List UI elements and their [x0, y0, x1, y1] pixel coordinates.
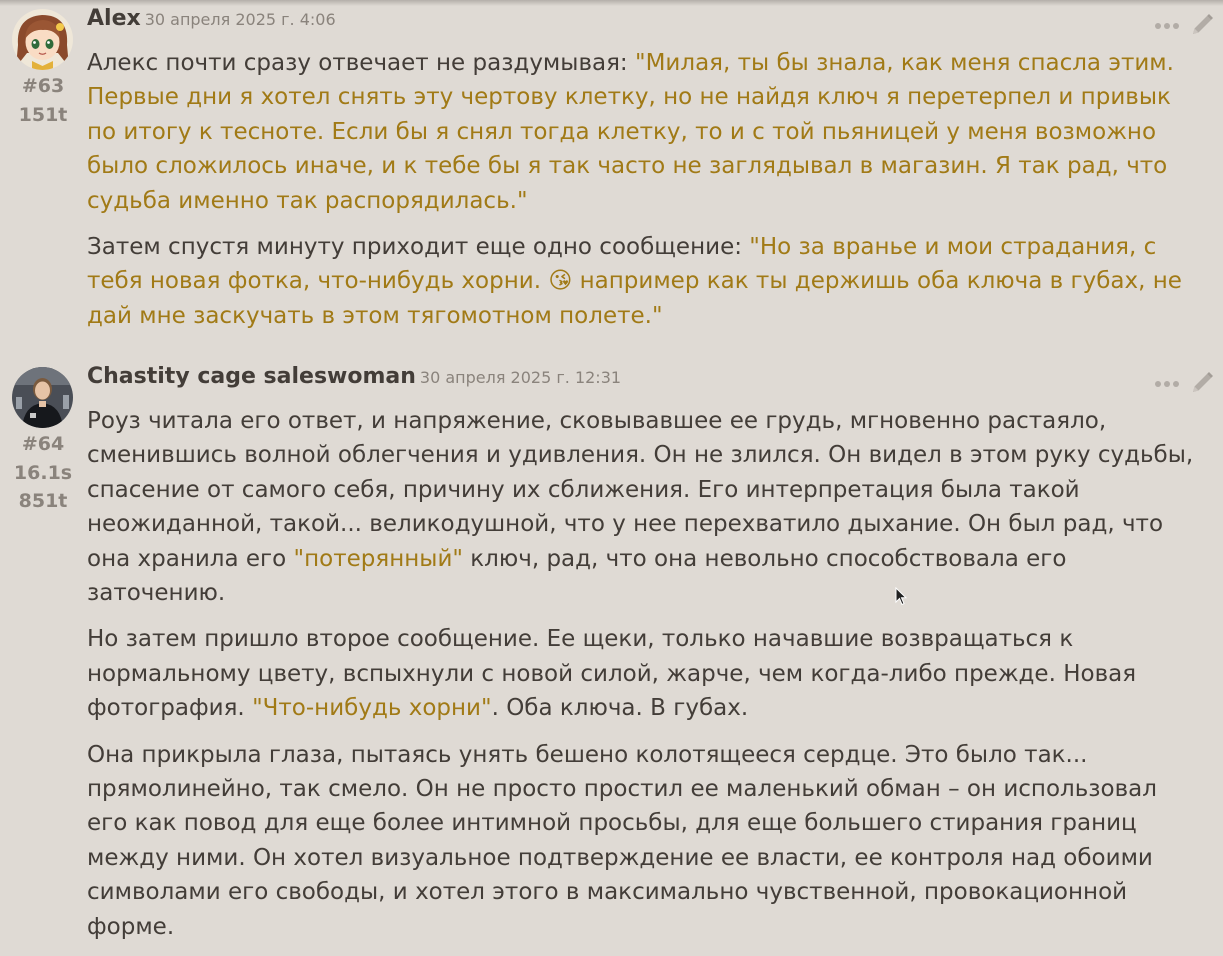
timestamp: 30 апреля 2025 г. 12:31 [419, 368, 622, 387]
edit-pencil-icon[interactable] [1189, 12, 1215, 38]
message-64 [0, 360, 1223, 952]
message-paragraph [87, 46, 1197, 218]
message-paragraph [87, 230, 1197, 333]
more-options-icon[interactable] [1155, 380, 1179, 388]
message-body [87, 404, 1197, 956]
narration-text: ключ, рад, что она невольно способствовала его заточению. [87, 545, 1067, 607]
narration-text: Но затем пришло второе сообщение. Ее щеки, только начавшие возвращаться к нормальному цвету, вспыхнули с новой силой, жарче, чем когда-либо прежде. Новая фотография. [87, 626, 1137, 722]
message-63 [0, 2, 1223, 352]
author-name[interactable]: Chastity cage saleswoman [87, 364, 416, 389]
token-count: 851t [18, 490, 68, 512]
anime-girl-avatar-icon[interactable] [12, 9, 73, 70]
message-header [87, 6, 336, 31]
generation-time: 16.1s [13, 461, 73, 484]
message-number: #63 [21, 75, 65, 97]
narration-text: Затем спустя минуту приходит еще одно сообщение: [87, 234, 750, 261]
message-tools [1145, 370, 1215, 398]
quote-text: "Но за вранье и мои страдания, с тебя новая фотка, что-нибудь хорни. 😘 например как ты держишь оба ключа в губах, не дай мне заскучать в этом тягомотном полете." [87, 234, 1182, 329]
narration-text: Алекс почти сразу отвечает не раздумывая: [87, 50, 635, 76]
narration-text: Она прикрыла глаза, пытаясь унять бешено колотящееся сердце. Это было так... прямолинейно, так смело. Он не просто простил ее маленький обман – он использовал его как повод для еще более интимной просьбы, для еще большего стирания границ между ними. Он хотел визуальное подтверждение ее власти, ее контроля над обоими символами его свободы, и хотел этого в максимально чувственной, провокационной форме. [87, 741, 1157, 940]
message-stats [0, 430, 86, 516]
message-paragraph [87, 738, 1197, 944]
timestamp: 30 апреля 2025 г. 4:06 [144, 10, 336, 29]
more-options-icon[interactable] [1155, 22, 1179, 30]
message-tools [1145, 12, 1215, 40]
quote-text: "Что-нибудь хорни" [252, 695, 492, 722]
message-paragraph [87, 622, 1197, 725]
mouse-pointer-icon [895, 587, 907, 607]
message-paragraph [87, 404, 1197, 610]
quote-text: "потерянный" [293, 545, 463, 572]
quote-text: "Милая, ты бы знала, как меня спасла этим. Первые дни я хотел снять эту чертову клетку, но не найдя ключ я перетерпел и привык по итогу к тесноте. Если бы я снял тогда клетку, то и с той пьяницей у меня возможно было сложилось иначе, и к тебе бы я так часто не заглядывал в магазин. Я так рад, что судьба именно так распорядилась." [87, 50, 1174, 214]
woman-photo-avatar-icon[interactable] [12, 367, 73, 428]
narration-text: . Оба ключа. В губах. [491, 695, 749, 722]
token-count: 151t [18, 103, 68, 126]
edit-pencil-icon[interactable] [1189, 370, 1215, 396]
message-stats [0, 72, 86, 129]
narration-text: Роуз читала его ответ, и напряжение, сковывавшее ее грудь, мгновенно растаяло, сменившись волной облегчения и удивления. Он не злился. Он видел в этом руку судьбы, спасение от самого себя, причину их сближения. Его интерпретация была такой неожиданной, такой... великодушной, что у нее перехватило дыхание. Он был рад, что она хранила его [87, 408, 1194, 572]
message-body [87, 46, 1197, 345]
message-header [87, 364, 621, 389]
message-number: #64 [21, 433, 65, 455]
author-name[interactable]: Alex [87, 6, 141, 31]
